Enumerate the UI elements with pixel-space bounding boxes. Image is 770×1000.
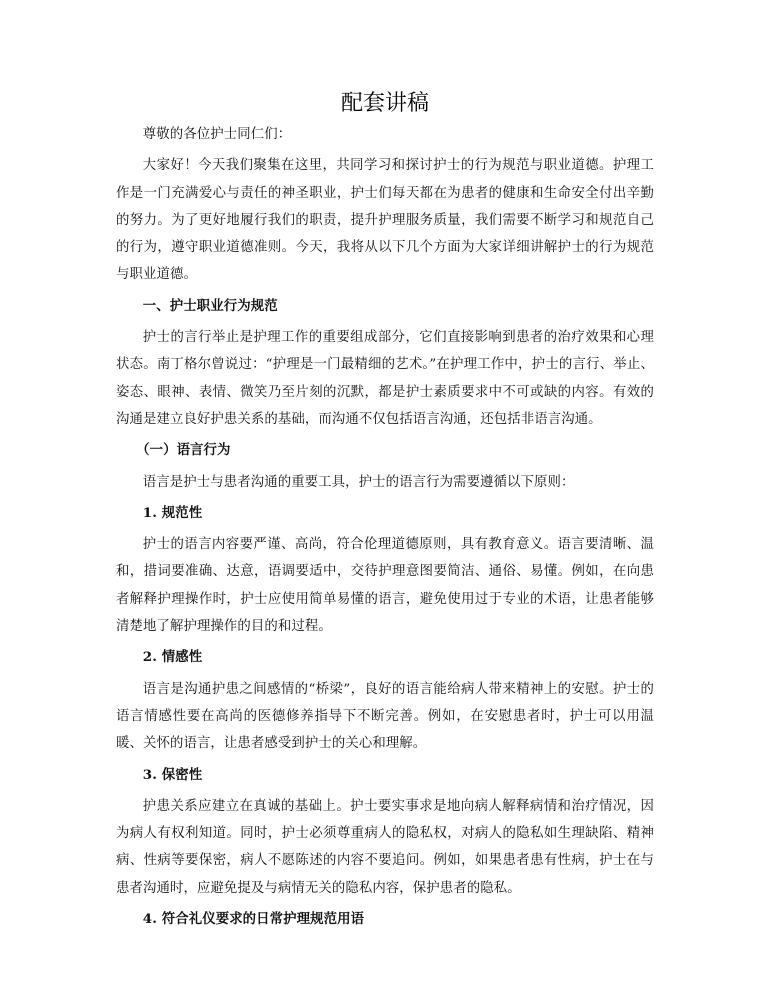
item3-paragraph: 护患关系应建立在真诚的基础上。护士要实事求是地向病人解释病情和治疗情况，因为病人有权利知道。同时，护士必须尊重病人的隐私权，对病人的隐私如生理缺陷、精神病、性病等要保密，病人不愿陈述的内容不要追问。例如，如果患者患有性病，护士在与患者沟通时，应避免提及与病情无关的隐私内容，保护患者的隐私。 — [116, 798, 654, 896]
intro-paragraph: 大家好！今天我们聚集在这里，共同学习和探讨护士的行为规范与职业道德。护理工作是一门充满爱心与责任的神圣职业，护士们每天都在为患者的健康和生命安全付出辛勤的努力。为了更好地履行我们的职责，提升护理服务质量，我们需要不断学习和规范自己的行为，遵守职业道德准则。今天，我将从以下几个方面为大家详细讲解护士的行为规范与职业道德。 — [116, 158, 654, 283]
subsection-paragraph: 语言是护士与患者沟通的重要工具，护士的语言行为需要遵循以下原则： — [142, 474, 575, 490]
item-heading-3: 3. 保密性 — [142, 766, 203, 783]
item-heading-2: 2. 情感性 — [142, 649, 203, 666]
item1-paragraph: 护士的语言内容要严谨、高尚，符合伦理道德原则，具有教育意义。语言要清晰、温和，措词要准确、达意，语调要适中，交待护理意图要简洁、通俗、易懂。例如，在向患者解释护理操作时，护士应使用简单易懂的语言，避免使用过于专业的术语，让患者能够清楚地了解护理操作的目的和过程。 — [116, 537, 654, 635]
item2-paragraph: 语言是沟通护患之间感情的“桥梁”，良好的语言能给病人带来精神上的安慰。护士的语言情感性要在高尚的医德修养指导下不断完善。例如，在安慰患者时，护士可以用温暖、关怀的语言，让患者感受到护士的关心和理解。 — [116, 681, 654, 752]
item-heading-4: 4. 符合礼仪要求的日常护理规范用语 — [142, 911, 365, 928]
page-title: 配套讲稿 — [340, 91, 429, 116]
document-body — [116, 121, 654, 933]
item-heading-1: 1. 规范性 — [142, 504, 203, 521]
section1-paragraph: 护士的言行举止是护理工作的重要组成部分，它们直接影响到患者的治疗效果和心理状态。南丁格尔曾说过：“护理是一门最精细的艺术。”在护理工作中，护士的言行、举止、姿态、眼神、表情、微笑乃至片刻的沉默，都是护士素质要求中不可或缺的内容。有效的沟通是建立良好护患关系的基础，而沟通不仅包括语言沟通，还包括非语言沟通。 — [116, 330, 654, 427]
subsection-heading: （一）语言行为 — [136, 442, 231, 459]
section-heading-1: 一、护士职业行为规范 — [142, 297, 278, 314]
greeting-paragraph: 尊敬的各位护士同仁们： — [142, 127, 292, 142]
